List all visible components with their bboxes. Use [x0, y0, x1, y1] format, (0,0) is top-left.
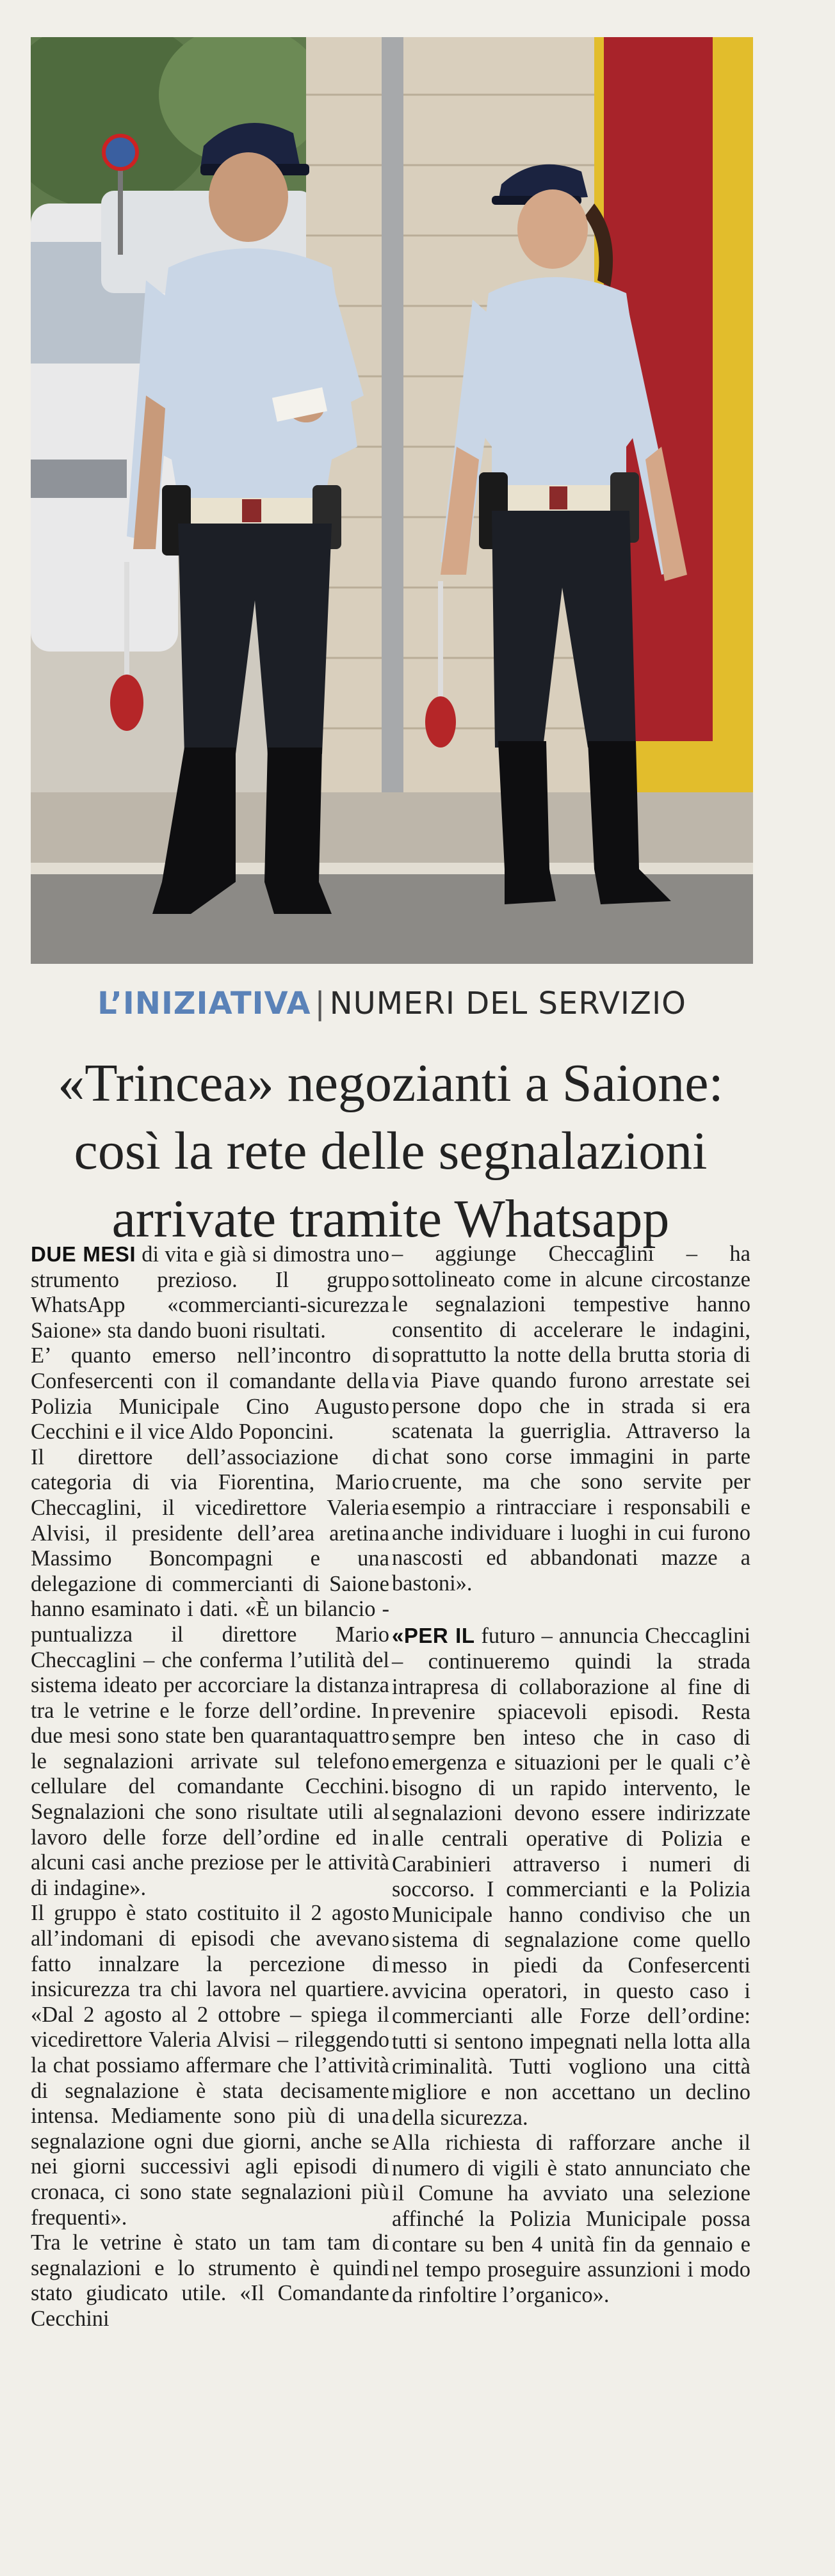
paragraph-7-text: futuro – annuncia Checcaglini – continueremo quindi la strada intrapresa di collaborazione al fine di prevenire spiacevoli episodi. Resta sempre ben inteso che in caso di emergenza e situazioni per le quali c’è bisogno di un rapido intervento, le segnalazioni devono essere indirizzate alle centrali operative di Polizia e Carabinieri attraverso i numeri di soccorso. I commercianti e la Polizia Municipale hanno condiviso che un sistema di segnalazione come quello messo in piedi da Confesercenti avvicina operatori, in questo caso i commercianti alle Forze dell’ordine: tutti si sentono impegnati nella lotta alla criminalità. Tutti vogliono una città migliore e non accettano un declino della sicurezza. — [392, 1624, 751, 2130]
paragraph-3: Il direttore dell’associazione di categoria di via Fiorentina, Mario Checcaglini, il vicedirettore Valeria Alvisi, il presidente dell’area aretina Massimo Boncompagni e una delegazione di commercianti di Saione hanno esaminato i dati. «È un bilancio - puntualizza il direttore Mario Checcaglini – che conferma l’utilità del sistema ideato per accorciare la distanza tra le vetrine e le forze dell’ordine. In due mesi sono state ben quarantaquattro le segnalazioni arrivate sul telefono cellulare del comandante Cecchini. Segnalazioni che sono risultate utili al lavoro delle forze dell’ordine ed in alcuni casi anche preziose per le attività di indagine». — [31, 1444, 389, 1900]
headline-line-2: così la rete delle segnalazioni — [74, 1121, 708, 1181]
article-column-right — [392, 1242, 750, 2308]
paragraph-1 — [31, 1242, 389, 1343]
paragraph-7 — [392, 1623, 750, 2131]
paragraph-2: E’ quanto emerso nell’incontro di Confesercenti con il comandante della Polizia Municipale Cino Augusto Cecchini e il vice Aldo Poponcini. — [31, 1343, 389, 1444]
kicker-separator: | — [314, 986, 326, 1021]
police-officers-photo — [31, 37, 753, 964]
lead-in-1: DUE MESI — [31, 1242, 136, 1266]
paragraph-5: Tra le vetrine è stato un tam tam di segnalazioni e lo strumento è quindi stato giudicato utile. «Il Comandante Cecchini — [31, 2230, 389, 2331]
kicker-topic: NUMERI DEL SERVIZIO — [329, 986, 686, 1021]
paragraph-8: Alla richiesta di rafforzare anche il numero di vigili è stato annunciato che il Comune ha avviato una selezione affinché la Polizia Municipale possa contare su ben 4 unità fin da gennaio e nel tempo proseguire assunzioni i modo da rinfoltire l’organico». — [392, 2131, 750, 2307]
kicker-section: L’INIZIATIVA — [97, 986, 311, 1021]
paragraph-1-text: di vita e già si dimostra uno strumento prezioso. Il gruppo WhatsApp «commercianti-sicurezza Saione» sta dando buoni risultati. — [31, 1242, 389, 1343]
article-photo — [31, 37, 753, 964]
article-column-left — [31, 1242, 389, 2332]
headline-line-3: arrivate tramite Whatsapp — [111, 1189, 670, 1249]
section-kicker — [0, 986, 784, 1021]
paragraph-4: Il gruppo è stato costituito il 2 agosto all’indomani di episodi che avevano fatto innalzare la percezione di insicurezza tra chi lavora nel quartiere. «Dal 2 agosto al 2 ottobre – spiega il vicedirettore Valeria Alvisi – rileggendo la chat possiamo affermare che l’attività di segnalazione è stata decisamente intensa. Mediamente sono più di una segnalazione ogni due giorni, anche se nei giorni successivi agli episodi di cronaca, ci sono state segnalazioni più frequenti». — [31, 1901, 389, 2230]
paragraph-6: – aggiunge Checcaglini – ha sottolineato come in alcune circostanze le segnalazioni tempestive hanno consentito di accelerare le indagini, soprattutto la notte della brutta storia di via Piave quando furono arrestate sei persone dopo che in strada si era scatenata la guerriglia. Attraverso la chat sono corse immagini in parte cruente, ma che sono servite per esempio a rintracciare i responsabili e anche individuare i luoghi in cui furono nascosti ed abbandonati mazze a bastoni». — [392, 1242, 750, 1596]
lead-in-2: «PER IL — [392, 1624, 475, 1648]
headline-line-1: «Trincea» negozianti a Saione: — [58, 1053, 724, 1113]
headline — [38, 1050, 743, 1253]
